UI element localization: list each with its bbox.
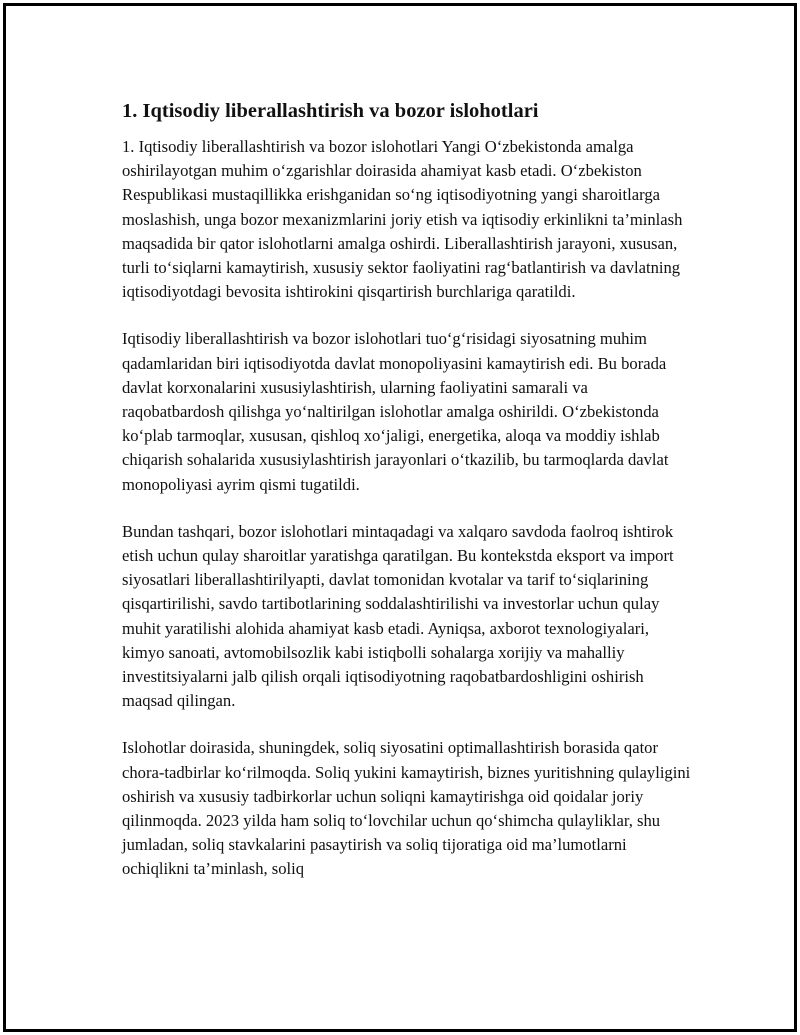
paragraph-2: Iqtisodiy liberallashtirish va bozor islohotlari tuo‘g‘risidagi siyosatning muhim qadamlaridan biri iqtisodiyotda davlat monopoliyasini kamaytirish edi. Bu borada davlat korxonalarini xususiylashtirish, ularning faoliyatini samarali va raqobatbardosh qilishga yo‘naltirilgan islohotlar amalga oshirildi. O‘zbekistonda ko‘plab tarmoqlar, xususan, qishloq xo‘jaligi, energetika, aloqa va moddiy ishlab chiqarish sohalarida xususiylashtirish jarayonlari o‘tkazilib, bu tarmoqlarda davlat monopoliyasi ayrim qismi tugatildi. bbox=[122, 329, 669, 494]
paragraph-4: Islohotlar doirasida, shuningdek, soliq siyosatini optimallashtirish borasida qator chora-tadbirlar ko‘rilmoqda. Soliq yukini kamaytirish, biznes yuritishning qulayligini oshirish va xususiy tadbirkorlar uchun soliqni kamaytirishga oid qoidalar joriy qilinmoqda. 2023 yilda ham soliq to‘lovchilar uchun qo‘shimcha qulayliklar, shu jumladan, soliq stavkalarini pasaytirish va soliq tijoratiga oid ma’lumotlarni ochiqlikni ta’minlash, soliq bbox=[122, 738, 691, 879]
page-frame bbox=[3, 3, 797, 1032]
document-body bbox=[122, 98, 692, 905]
section-heading: 1. Iqtisodiy liberallashtirish va bozor islohotlari bbox=[122, 100, 539, 122]
paragraph-3: Bundan tashqari, bozor islohotlari mintaqadagi va xalqaro savdoda faolroq ishtirok etish uchun qulay sharoitlar yaratishga qaratilgan. Bu kontekstda eksport va import siyosatlari liberallashtirilyapti, davlat tomonidan kvotalar va tarif to‘siqlarining qisqartirilishi, savdo tartibotlarining soddalashtirilishi va investorlar uchun qulay muhit yaratilishi alohida ahamiyat kasb etadi. Ayniqsa, axborot texnologiyalari, kimyo sanoati, avtomobilsozlik kabi istiqbolli sohalarga xorijiy va mahalliy investitsiyalarni jalb qilish orqali iqtisodiyotning raqobatbardoshligini oshirish maqsad qilingan. bbox=[122, 521, 674, 711]
paragraph-1: 1. Iqtisodiy liberallashtirish va bozor islohotlari Yangi O‘zbekistonda amalga oshirilayotgan muhim o‘zgarishlar doirasida ahamiyat kasb etadi. O‘zbekiston Respublikasi mustaqillikka erishganidan so‘ng iqtisodiyotning yangi sharoitlarga moslashish, unga bozor mexanizmlarini joriy etish va iqtisodiy erkinlikni ta’minlash maqsadida bir qator islohotlarni amalga oshirdi. Liberallashtirish jarayoni, xususan, turli to‘siqlarni kamaytirish, xususiy sektor faoliyatini rag‘batlantirish va davlatning iqtisodiyotdagi bevosita ishtirokini qisqartirish burchlariga qaratildi. bbox=[122, 137, 683, 302]
